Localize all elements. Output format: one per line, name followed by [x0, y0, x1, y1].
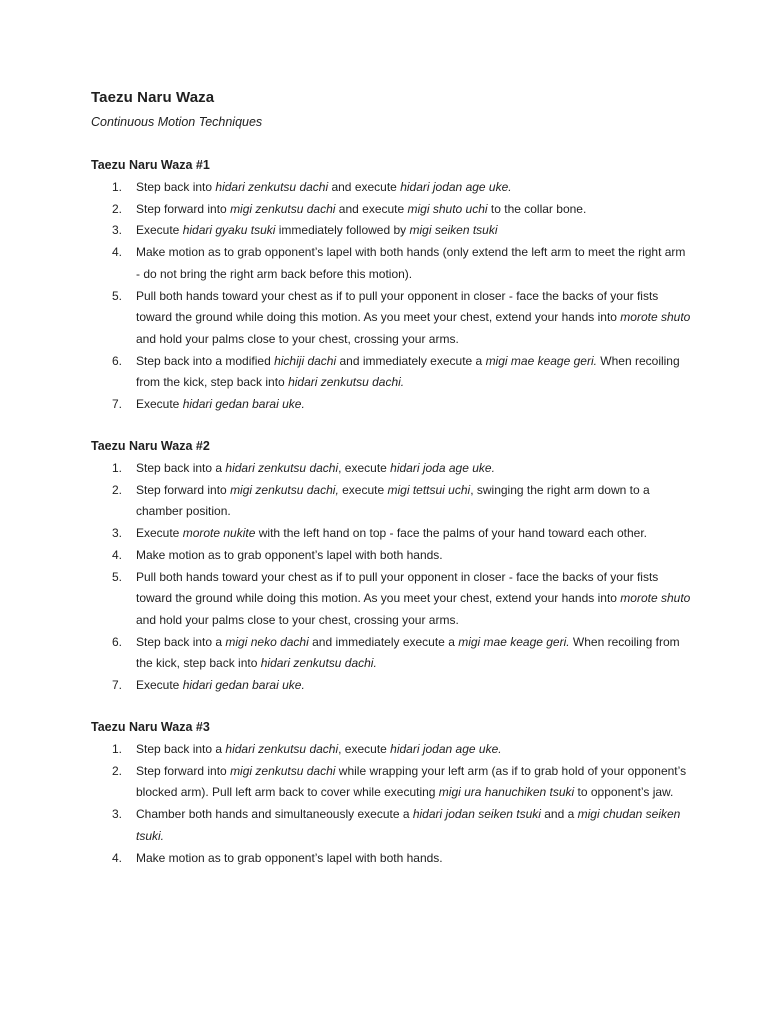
step-text-segment: Step back into a: [136, 461, 226, 475]
list-item: [91, 739, 691, 761]
step-number: 5.: [112, 569, 123, 584]
list-item: [91, 480, 691, 523]
section-heading: Taezu Naru Waza #2: [91, 439, 210, 453]
step-number: 3.: [112, 223, 123, 238]
technique-term: hidari zenkutsu dachi: [225, 742, 339, 756]
section-heading: Taezu Naru Waza #3: [91, 720, 210, 734]
step-number: 6.: [112, 634, 123, 649]
step-text: [136, 354, 680, 390]
step-number: 7.: [112, 678, 123, 693]
step-number: 2.: [112, 201, 123, 216]
technique-term: morote shuto: [620, 591, 691, 606]
step-text: [136, 526, 647, 540]
technique-term: migi zenkutsu dachi,: [230, 482, 339, 497]
step-text-segment: Step forward into: [136, 201, 231, 216]
step-text: [136, 397, 305, 411]
step-text: [136, 483, 650, 519]
step-number: 3.: [112, 526, 123, 541]
list-item: [91, 199, 691, 221]
step-text-segment: and immediately execute a: [336, 353, 486, 368]
technique-term: hidari gyaku tsuki: [182, 223, 276, 238]
technique-term: hichiji dachi: [274, 353, 337, 368]
technique-term: migi zenkutsu dachi: [230, 201, 336, 216]
step-text: [136, 807, 680, 843]
step-text-segment: and hold your palms close to your chest, crossing your arms.: [136, 331, 459, 346]
step-number: 1.: [112, 180, 123, 194]
list-item: [91, 351, 691, 394]
step-number: 4.: [112, 547, 123, 562]
step-number: 4.: [112, 245, 123, 260]
step-number: 1.: [112, 742, 123, 756]
step-text: [136, 742, 502, 756]
step-text-segment: and immediately execute a: [308, 634, 459, 649]
step-text: [136, 548, 443, 562]
technique-term: migi mae keage geri.: [485, 353, 597, 368]
step-list: [91, 177, 691, 416]
step-text-segment: , execute: [338, 461, 391, 475]
step-text-segment: execute: [338, 482, 388, 497]
step-text-segment: , execute: [338, 742, 391, 756]
list-item: [91, 675, 691, 697]
step-number: 6.: [112, 353, 123, 368]
step-text-segment: When recoiling from the kick, step back into: [136, 353, 680, 390]
technique-term: migi mae keage geri.: [458, 634, 570, 649]
list-item: [91, 286, 691, 351]
list-item: [91, 177, 691, 199]
step-number: 5.: [112, 288, 123, 303]
step-text-segment: and a: [540, 807, 578, 822]
step-text-segment: and execute: [335, 201, 408, 216]
step-text-segment: Execute: [136, 678, 183, 693]
step-text-segment: Execute: [136, 397, 183, 412]
technique-term: migi tettsui uchi: [387, 482, 471, 497]
step-text: [136, 223, 498, 237]
step-text: [136, 245, 685, 281]
technique-term: migi chudan seiken tsuki.: [136, 807, 681, 843]
step-number: 3.: [112, 807, 123, 822]
list-item: [91, 458, 691, 480]
step-text-segment: , swinging the right arm down to a chamber position.: [136, 482, 650, 519]
step-text-segment: When recoiling from the kick, step back into: [136, 634, 680, 671]
step-text-segment: Execute: [136, 223, 183, 238]
list-item: [91, 761, 691, 804]
step-text-segment: Step back into a: [136, 742, 226, 756]
technique-term: migi neko dachi: [225, 634, 309, 649]
list-item: [91, 394, 691, 416]
document-subtitle: Continuous Motion Techniques: [91, 115, 263, 129]
list-item: [91, 242, 691, 285]
section-heading: Taezu Naru Waza #1: [91, 158, 210, 172]
step-text-segment: Chamber both hands and simultaneously execute a: [136, 807, 413, 822]
technique-term: hidari jodan age uke.: [400, 180, 512, 194]
step-number: 4.: [112, 850, 123, 865]
step-text-segment: to the collar bone.: [487, 201, 587, 216]
list-item: [91, 848, 691, 870]
technique-term: hidari jodan seiken tsuki: [412, 807, 541, 822]
step-text-segment: Make motion as to grab opponent’s lapel with both hands (only extend the left arm to meet the right arm - do not bring the right arm back before this motion).: [136, 245, 686, 281]
step-text-segment: and hold your palms close to your chest, crossing your arms.: [136, 612, 459, 627]
technique-term: hidari joda age uke.: [390, 461, 495, 475]
list-item: [91, 523, 691, 545]
list-item: [91, 545, 691, 567]
technique-term: hidari gedan barai uke.: [182, 678, 305, 693]
step-list: [91, 458, 691, 697]
technique-term: hidari gedan barai uke.: [182, 397, 305, 412]
step-number: 1.: [112, 461, 123, 475]
technique-term: hidari zenkutsu dachi.: [288, 375, 405, 390]
technique-term: hidari jodan age uke.: [390, 742, 502, 756]
step-text-segment: Make motion as to grab opponent’s lapel with both hands.: [136, 850, 443, 865]
technique-term: migi shuto uchi: [407, 201, 488, 216]
technique-term: migi zenkutsu dachi: [230, 763, 336, 778]
step-text-segment: Step back into a modified: [136, 353, 275, 368]
step-text-segment: immediately followed by: [275, 223, 410, 238]
step-text-segment: Step forward into: [136, 763, 231, 778]
step-text: [136, 851, 443, 865]
technique-term: morote shuto: [620, 310, 691, 325]
step-text-segment: Step back into: [136, 180, 216, 194]
step-text-segment: with the left hand on top - face the palms of your hand toward each other.: [255, 526, 647, 541]
technique-term: hidari zenkutsu dachi: [225, 461, 339, 475]
step-text: [136, 461, 495, 475]
step-text: [136, 570, 690, 627]
list-item: [91, 632, 691, 675]
technique-term: hidari zenkutsu dachi.: [260, 656, 377, 671]
step-text-segment: Step back into a: [136, 634, 226, 649]
step-number: 2.: [112, 482, 123, 497]
technique-term: migi ura hanuchiken tsuki: [438, 785, 575, 800]
step-text: [136, 289, 690, 346]
step-number: 2.: [112, 763, 123, 778]
step-text-segment: Make motion as to grab opponent’s lapel with both hands.: [136, 547, 443, 562]
section-waza-3: [91, 717, 691, 869]
step-text-segment: Pull both hands toward your chest as if to pull your opponent in closer - face the backs of your fists toward the ground while doing this motion. As you meet your chest, extend your hands into: [136, 288, 659, 325]
step-text: [136, 764, 686, 800]
list-item: [91, 804, 691, 847]
technique-term: hidari zenkutsu dachi: [215, 180, 329, 194]
section-waza-2: [91, 436, 691, 697]
technique-term: migi seiken tsuki: [409, 223, 498, 238]
step-text-segment: Pull both hands toward your chest as if to pull your opponent in closer - face the backs of your fists toward the ground while doing this motion. As you meet your chest, extend your hands into: [136, 569, 659, 606]
step-text-segment: to opponent’s jaw.: [574, 785, 674, 800]
step-text-segment: Step forward into: [136, 482, 231, 497]
step-number: 7.: [112, 397, 123, 412]
document-title: Taezu Naru Waza: [91, 89, 215, 106]
technique-term: morote nukite: [182, 526, 256, 541]
step-text: [136, 635, 680, 671]
step-text-segment: while wrapping your left arm (as if to grab hold of your opponent’s blocked arm). Pull left arm back to cover while executing: [136, 763, 687, 800]
section-waza-1: [91, 155, 691, 416]
step-text: [136, 180, 512, 194]
list-item: [91, 220, 691, 242]
list-item: [91, 567, 691, 632]
step-text: [136, 678, 305, 692]
step-text-segment: Execute: [136, 526, 183, 541]
step-text: [136, 202, 586, 216]
step-text-segment: and execute: [328, 180, 401, 194]
step-list: [91, 739, 691, 869]
